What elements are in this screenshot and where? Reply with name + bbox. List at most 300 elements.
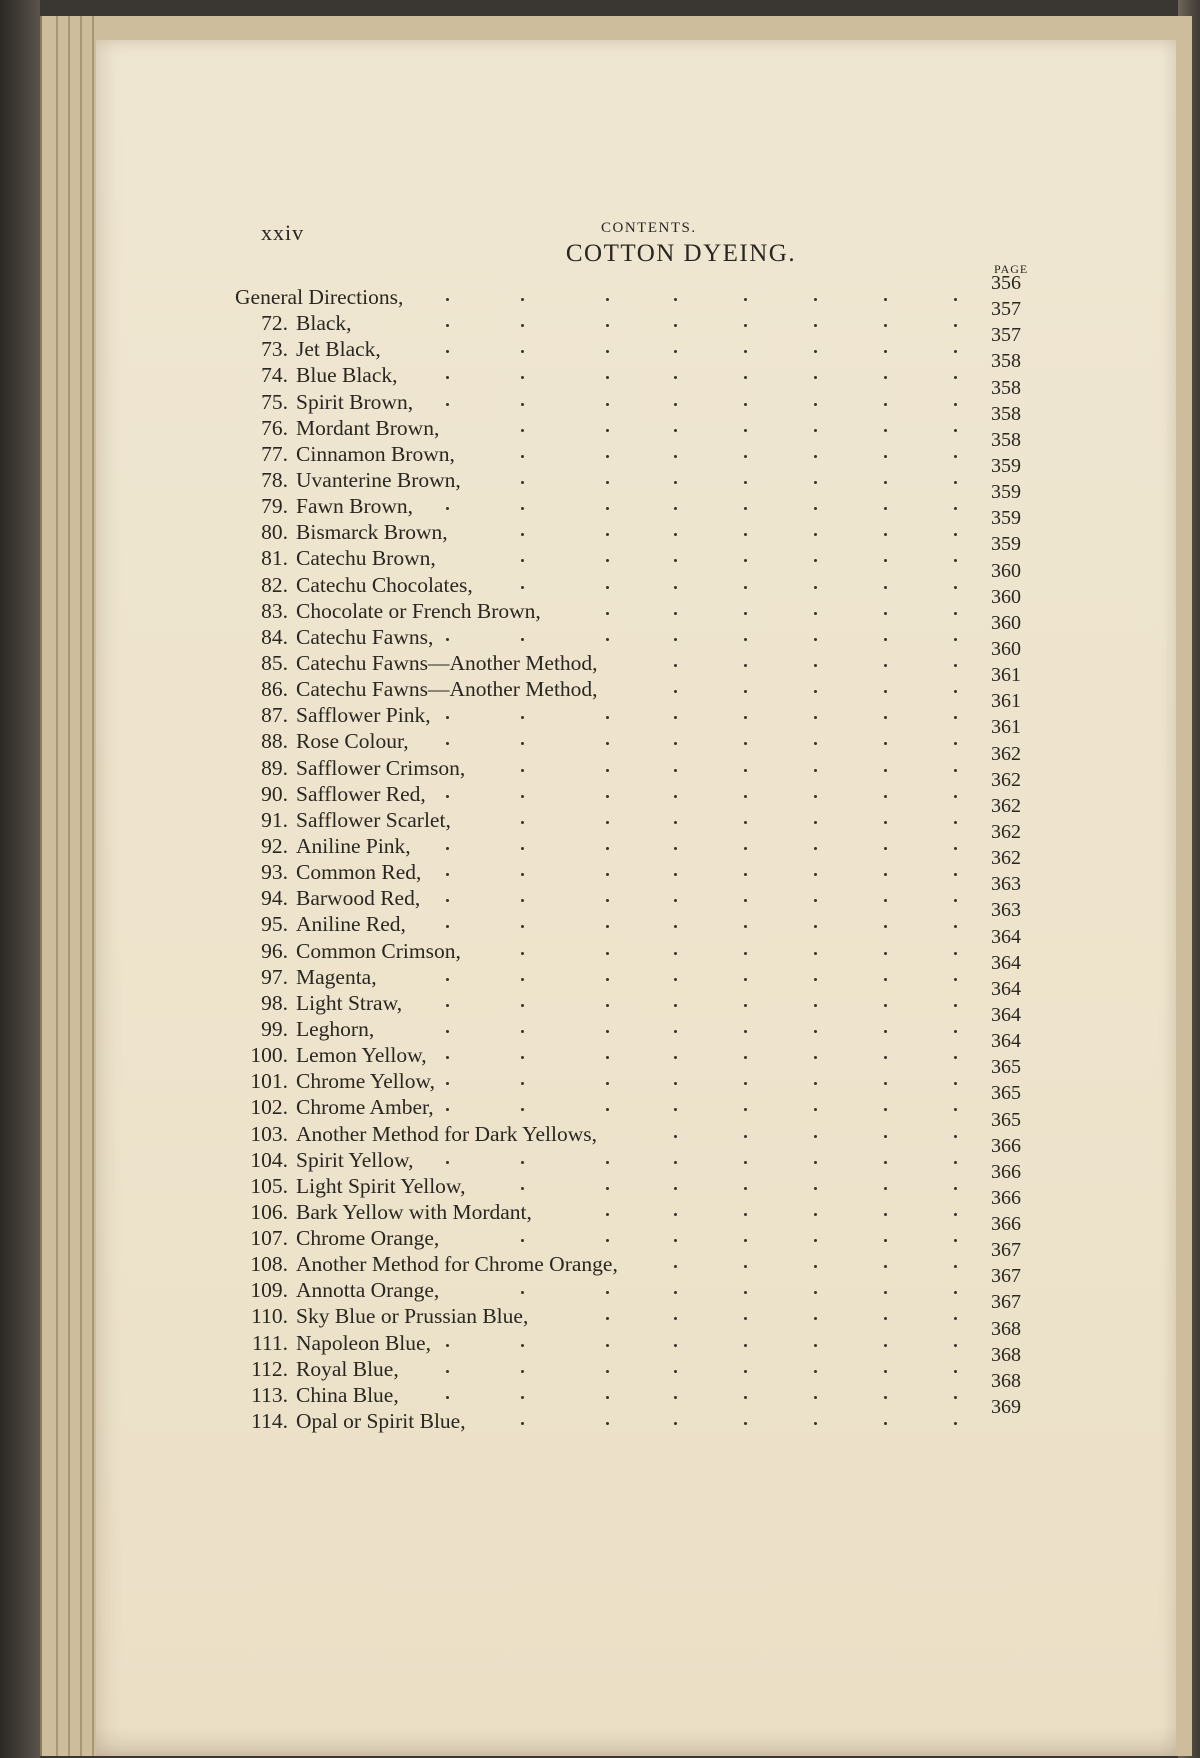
- leader-dot: [744, 769, 747, 772]
- leader-dot: [446, 716, 449, 719]
- leader-dot: [674, 716, 677, 719]
- leader-dot: [954, 1135, 957, 1138]
- leader-dot: [814, 638, 817, 641]
- dot-leaders: [236, 598, 1056, 624]
- leader-dot: [674, 350, 677, 353]
- leader-dot: [674, 1108, 677, 1111]
- leader-dot: [884, 952, 887, 955]
- leader-dot: [884, 507, 887, 510]
- toc-entry-page: 359: [991, 481, 1021, 504]
- toc-entry: [236, 951, 1056, 990]
- running-title: CONTENTS.: [601, 220, 697, 236]
- leader-dot: [606, 324, 609, 327]
- dot-leaders: [236, 441, 1056, 467]
- toc-entry: [236, 637, 1056, 676]
- toc-entry-title: Safflower Pink,: [296, 703, 431, 728]
- toc-entry-title: Light Spirit Yellow,: [296, 1173, 466, 1198]
- toc-entry: [236, 1134, 1056, 1173]
- leader-dot: [884, 821, 887, 824]
- toc-entry-title: Magenta,: [296, 964, 377, 989]
- leader-dot: [954, 638, 957, 641]
- toc-entry-title: Leghorn,: [296, 1016, 375, 1041]
- leader-dot: [674, 978, 677, 981]
- leader-dot: [814, 1161, 817, 1164]
- toc-entry-page: 364: [991, 925, 1021, 948]
- toc-entry-number: 83.: [261, 598, 288, 623]
- leader-dot: [674, 1056, 677, 1059]
- dot-leaders: [236, 1016, 1056, 1042]
- leader-dot: [814, 455, 817, 458]
- toc-entry-page: 358: [991, 428, 1021, 451]
- dot-leaders: [236, 755, 1056, 781]
- leader-dot: [884, 1291, 887, 1294]
- leader-dot: [744, 1422, 747, 1425]
- dot-leaders: [236, 1042, 1056, 1068]
- leader-dot: [606, 1396, 609, 1399]
- leader-dot: [674, 664, 677, 667]
- leader-dot: [674, 742, 677, 745]
- toc-entry-number: 100.: [250, 1043, 288, 1068]
- leader-dot: [744, 1291, 747, 1294]
- leader-dot: [884, 716, 887, 719]
- leader-dot: [814, 1056, 817, 1059]
- toc-entry-title: Safflower Red,: [296, 781, 426, 806]
- leader-dot: [954, 821, 957, 824]
- dot-leaders: [236, 493, 1056, 519]
- leader-dot: [954, 1004, 957, 1007]
- leader-dot: [954, 1213, 957, 1216]
- leader-dot: [606, 350, 609, 353]
- leader-dot: [814, 769, 817, 772]
- toc-entry: [236, 690, 1056, 728]
- leader-dot: [884, 324, 887, 327]
- leader-dot: [954, 1082, 957, 1085]
- leader-dot: [674, 1030, 677, 1033]
- toc-entry-number: 103.: [250, 1121, 288, 1146]
- toc-entry-page: 366: [991, 1213, 1021, 1236]
- toc-entry-number: 82.: [261, 572, 288, 597]
- leader-dot: [814, 1370, 817, 1373]
- leader-dot: [954, 298, 957, 301]
- leader-dot: [674, 1213, 677, 1216]
- toc-entry-title: Barwood Red,: [296, 886, 421, 911]
- toc-entry-title: Catechu Chocolates,: [296, 572, 473, 597]
- leader-dot: [606, 1187, 609, 1190]
- toc-entry-page: 362: [991, 768, 1021, 791]
- leader-dot: [814, 952, 817, 955]
- toc-entry-title: Uvanterine Brown,: [296, 467, 461, 492]
- leader-dot: [674, 873, 677, 876]
- toc-entry: [236, 1369, 1056, 1408]
- toc-entry-number: 114.: [251, 1409, 288, 1434]
- leader-dot: [674, 1004, 677, 1007]
- toc-entry-number: 72.: [261, 311, 288, 336]
- toc-entry: [236, 1396, 1056, 1434]
- leader-dot: [954, 769, 957, 772]
- dot-leaders: [236, 1173, 1056, 1199]
- dot-leaders: [236, 362, 1056, 388]
- dot-leaders: [236, 1408, 1056, 1434]
- toc-entry-page: 365: [991, 1082, 1021, 1105]
- leader-dot: [606, 1370, 609, 1373]
- leader-dot: [606, 1004, 609, 1007]
- toc-entry-number: 87.: [261, 703, 288, 728]
- toc-entry: [236, 794, 1056, 833]
- dot-leaders: [236, 1330, 1056, 1356]
- leader-dot: [674, 1135, 677, 1138]
- leader-dot: [606, 952, 609, 955]
- leader-dot: [884, 481, 887, 484]
- leader-dot: [884, 1056, 887, 1059]
- leader-dot: [814, 873, 817, 876]
- leader-dot: [674, 403, 677, 406]
- toc-entry-title: Opal or Spirit Blue,: [296, 1409, 466, 1434]
- leader-dot: [954, 1056, 957, 1059]
- leader-dot: [884, 376, 887, 379]
- toc-entry-number: 112.: [251, 1356, 288, 1381]
- toc-entry-number: 78.: [261, 467, 288, 492]
- toc-entry: [236, 1030, 1056, 1068]
- toc-entry-number: 75.: [261, 389, 288, 414]
- leader-dot: [674, 638, 677, 641]
- toc-entry-page: 367: [991, 1239, 1021, 1262]
- toc-entry-title: Another Method for Chrome Orange,: [296, 1252, 618, 1277]
- leader-dot: [521, 324, 524, 327]
- toc-entry-number: 88.: [261, 729, 288, 754]
- leader-dot: [814, 481, 817, 484]
- leader-dot: [744, 716, 747, 719]
- leader-dot: [744, 899, 747, 902]
- toc-entry-title: Chrome Orange,: [296, 1226, 440, 1251]
- leader-dot: [884, 1344, 887, 1347]
- toc-entry-page: 368: [991, 1343, 1021, 1366]
- leader-dot: [674, 586, 677, 589]
- leader-dot: [674, 1187, 677, 1190]
- leader-dot: [954, 1317, 957, 1320]
- leader-dot: [606, 429, 609, 432]
- leader-dot: [674, 559, 677, 562]
- dot-leaders: [236, 1068, 1056, 1094]
- toc-entry-page: 363: [991, 899, 1021, 922]
- dot-leaders: [236, 650, 1056, 676]
- toc-entry-page: 364: [991, 977, 1021, 1000]
- leader-dot: [814, 690, 817, 693]
- toc-entry-page: 365: [991, 1108, 1021, 1131]
- leader-dot: [521, 1082, 524, 1085]
- toc-entry: [236, 1186, 1056, 1225]
- toc-entry: [236, 664, 1056, 702]
- leader-dot: [744, 1396, 747, 1399]
- toc-entry-page: 360: [991, 559, 1021, 582]
- toc-entry: [236, 454, 1056, 493]
- toc-entry-title: Napoleon Blue,: [296, 1330, 431, 1355]
- toc-entry-title: Catechu Fawns,: [296, 624, 434, 649]
- leader-dot: [744, 350, 747, 353]
- toc-entry: [236, 298, 1056, 336]
- leader-dot: [446, 1056, 449, 1059]
- toc-entry-number: 91.: [261, 807, 288, 832]
- leader-dot: [606, 586, 609, 589]
- leader-dot: [446, 1082, 449, 1085]
- toc-entry-title: Chrome Amber,: [296, 1095, 434, 1120]
- leader-dot: [954, 1108, 957, 1111]
- leader-dot: [674, 821, 677, 824]
- leader-dot: [814, 1239, 817, 1242]
- toc-entry-page: 362: [991, 794, 1021, 817]
- leader-dot: [446, 899, 449, 902]
- toc-entry: [236, 873, 1056, 911]
- leader-dot: [521, 429, 524, 432]
- toc-entry-number: 85.: [261, 650, 288, 675]
- toc-entry-number: 110.: [251, 1304, 288, 1329]
- toc-entry-title: Mordant Brown,: [296, 415, 440, 440]
- leader-dot: [954, 403, 957, 406]
- leader-dot: [814, 664, 817, 667]
- leader-dot: [884, 795, 887, 798]
- toc-entry: [236, 1003, 1056, 1042]
- leader-dot: [814, 1422, 817, 1425]
- leader-dot: [521, 952, 524, 955]
- toc-entry-number: 108.: [250, 1252, 288, 1277]
- toc-entry: [236, 925, 1056, 964]
- leader-dot: [884, 925, 887, 928]
- toc-entry: [236, 768, 1056, 807]
- leader-dot: [884, 1422, 887, 1425]
- leader-dot: [884, 1187, 887, 1190]
- leader-dot: [884, 1108, 887, 1111]
- toc-entry-page: 364: [991, 1030, 1021, 1053]
- dot-leaders: [236, 781, 1056, 807]
- leader-dot: [521, 638, 524, 641]
- leader-dot: [446, 742, 449, 745]
- leader-dot: [884, 1161, 887, 1164]
- toc-entry-number: 81.: [261, 546, 288, 571]
- leader-dot: [814, 350, 817, 353]
- leader-dot: [521, 1030, 524, 1033]
- running-head: [96, 180, 1176, 245]
- leader-dot: [814, 376, 817, 379]
- leader-dot: [954, 1187, 957, 1190]
- leader-dot: [521, 978, 524, 981]
- leader-dot: [954, 952, 957, 955]
- toc-entry-number: 77.: [261, 441, 288, 466]
- leader-dot: [521, 742, 524, 745]
- toc-entry-title: Spirit Brown,: [296, 389, 414, 414]
- toc-entry-page: 362: [991, 847, 1021, 870]
- leader-dot: [744, 1082, 747, 1085]
- toc-entry: [236, 1213, 1056, 1251]
- leader-dot: [606, 1030, 609, 1033]
- toc-entry-number: 76.: [261, 415, 288, 440]
- leader-dot: [521, 533, 524, 536]
- leader-dot: [884, 586, 887, 589]
- toc-entry-page: 359: [991, 533, 1021, 556]
- toc-entry: [236, 820, 1056, 859]
- leader-dot: [521, 1108, 524, 1111]
- leader-dot: [606, 638, 609, 641]
- leader-dot: [744, 1213, 747, 1216]
- leader-dot: [744, 1135, 747, 1138]
- leader-dot: [446, 1161, 449, 1164]
- toc-entry-number: 89.: [261, 755, 288, 780]
- leader-dot: [674, 1422, 677, 1425]
- leader-dot: [446, 795, 449, 798]
- leader-dot: [606, 1291, 609, 1294]
- leader-dot: [744, 795, 747, 798]
- toc-entry-page: 358: [991, 402, 1021, 425]
- toc-entry-number: 102.: [250, 1095, 288, 1120]
- leader-dot: [814, 1344, 817, 1347]
- toc-entry: [236, 1265, 1056, 1303]
- toc-entry-page: 367: [991, 1291, 1021, 1314]
- toc-entry-page: 368: [991, 1369, 1021, 1392]
- leader-dot: [954, 1422, 957, 1425]
- leader-dot: [674, 952, 677, 955]
- dot-leaders: [236, 1277, 1056, 1303]
- toc-entry-title: Common Red,: [296, 860, 422, 885]
- toc-entry: [236, 977, 1056, 1016]
- leader-dot: [954, 847, 957, 850]
- leader-dot: [884, 1004, 887, 1007]
- leader-dot: [744, 1265, 747, 1268]
- dot-leaders: [236, 336, 1056, 362]
- leader-dot: [954, 1030, 957, 1033]
- leader-dot: [521, 559, 524, 562]
- leader-dot: [954, 664, 957, 667]
- toc-entry-title: Bark Yellow with Mordant,: [296, 1199, 532, 1224]
- toc-entry-title: Spirit Yellow,: [296, 1147, 414, 1172]
- leader-dot: [814, 847, 817, 850]
- leader-dot: [674, 1317, 677, 1320]
- toc-entry-number: 113.: [251, 1382, 288, 1407]
- dot-leaders: [236, 1225, 1056, 1251]
- leader-dot: [606, 455, 609, 458]
- leader-dot: [814, 1082, 817, 1085]
- leader-dot: [884, 978, 887, 981]
- toc-entry-number: 97.: [261, 964, 288, 989]
- toc-entry-number: 109.: [250, 1278, 288, 1303]
- leader-dot: [814, 821, 817, 824]
- leader-dot: [884, 429, 887, 432]
- leader-dot: [744, 873, 747, 876]
- toc-entry: [236, 899, 1056, 937]
- dot-leaders: [236, 545, 1056, 571]
- leader-dot: [446, 324, 449, 327]
- dot-leaders: [236, 938, 1056, 964]
- leader-dot: [521, 1239, 524, 1242]
- dot-leaders: [236, 911, 1056, 937]
- toc-entry-number: 90.: [261, 781, 288, 806]
- toc-entry-title: Light Straw,: [296, 990, 403, 1015]
- toc-entry-number: 98.: [261, 990, 288, 1015]
- leader-dot: [744, 298, 747, 301]
- leader-dot: [521, 1422, 524, 1425]
- leader-dot: [954, 350, 957, 353]
- leader-dot: [884, 1265, 887, 1268]
- dot-leaders: [236, 1199, 1056, 1225]
- toc-entry-number: 105.: [250, 1173, 288, 1198]
- leader-dot: [521, 298, 524, 301]
- toc-entry: [236, 1082, 1056, 1120]
- leader-dot: [446, 298, 449, 301]
- leader-dot: [954, 1291, 957, 1294]
- toc-entry-title: Annotta Orange,: [296, 1278, 440, 1303]
- leader-dot: [606, 847, 609, 850]
- toc-entry-page: 366: [991, 1134, 1021, 1157]
- leader-dot: [744, 403, 747, 406]
- leader-dot: [744, 664, 747, 667]
- leader-dot: [606, 533, 609, 536]
- leader-dot: [954, 690, 957, 693]
- leader-dot: [954, 1370, 957, 1373]
- leader-dot: [606, 795, 609, 798]
- leader-dot: [606, 1344, 609, 1347]
- toc-entry-number: 95.: [261, 912, 288, 937]
- leader-dot: [814, 1108, 817, 1111]
- toc-entry-page: 357: [991, 298, 1021, 321]
- leader-dot: [446, 507, 449, 510]
- toc-entry: [236, 559, 1056, 598]
- leader-dot: [446, 1030, 449, 1033]
- page-edge: [92, 16, 94, 1756]
- leader-dot: [446, 376, 449, 379]
- toc-entry-page: 362: [991, 742, 1021, 765]
- dot-leaders: [236, 624, 1056, 650]
- page-column-label: PAGE: [994, 262, 1029, 276]
- leader-dot: [814, 742, 817, 745]
- dot-leaders: [236, 833, 1056, 859]
- leader-dot: [674, 429, 677, 432]
- leader-dot: [521, 821, 524, 824]
- toc-entry-page: 361: [991, 664, 1021, 687]
- leader-dot: [446, 847, 449, 850]
- dot-leaders: [236, 572, 1056, 598]
- toc-entry-title: Another Method for Dark Yellows,: [296, 1121, 597, 1146]
- leader-dot: [744, 1056, 747, 1059]
- toc-entry-page: 360: [991, 637, 1021, 660]
- toc-entry: [236, 585, 1056, 624]
- toc-entry: [236, 1108, 1056, 1147]
- leader-dot: [674, 1396, 677, 1399]
- leader-dot: [606, 873, 609, 876]
- toc-entry: [236, 716, 1056, 754]
- leader-dot: [954, 1265, 957, 1268]
- toc-entry: [236, 507, 1056, 545]
- leader-dot: [884, 1030, 887, 1033]
- leader-dot: [521, 1187, 524, 1190]
- toc-entry-number: 96.: [261, 938, 288, 963]
- leader-dot: [884, 533, 887, 536]
- toc-entry-page: 358: [991, 376, 1021, 399]
- leader-dot: [674, 612, 677, 615]
- leader-dot: [521, 1344, 524, 1347]
- leader-dot: [521, 455, 524, 458]
- leader-dot: [674, 795, 677, 798]
- leader-dot: [884, 664, 887, 667]
- leader-dot: [446, 978, 449, 981]
- leader-dot: [744, 376, 747, 379]
- toc-entry: [236, 376, 1056, 415]
- toc-entry: [236, 324, 1056, 362]
- dot-leaders: [236, 284, 1056, 310]
- toc-entry-title: Rose Colour,: [296, 729, 409, 754]
- section-title: COTTON DYEING.: [565, 240, 797, 267]
- dot-leaders: [236, 676, 1056, 702]
- leader-dot: [744, 1004, 747, 1007]
- leader-dot: [954, 376, 957, 379]
- toc-entry-title: Catechu Brown,: [296, 546, 436, 571]
- leader-dot: [954, 716, 957, 719]
